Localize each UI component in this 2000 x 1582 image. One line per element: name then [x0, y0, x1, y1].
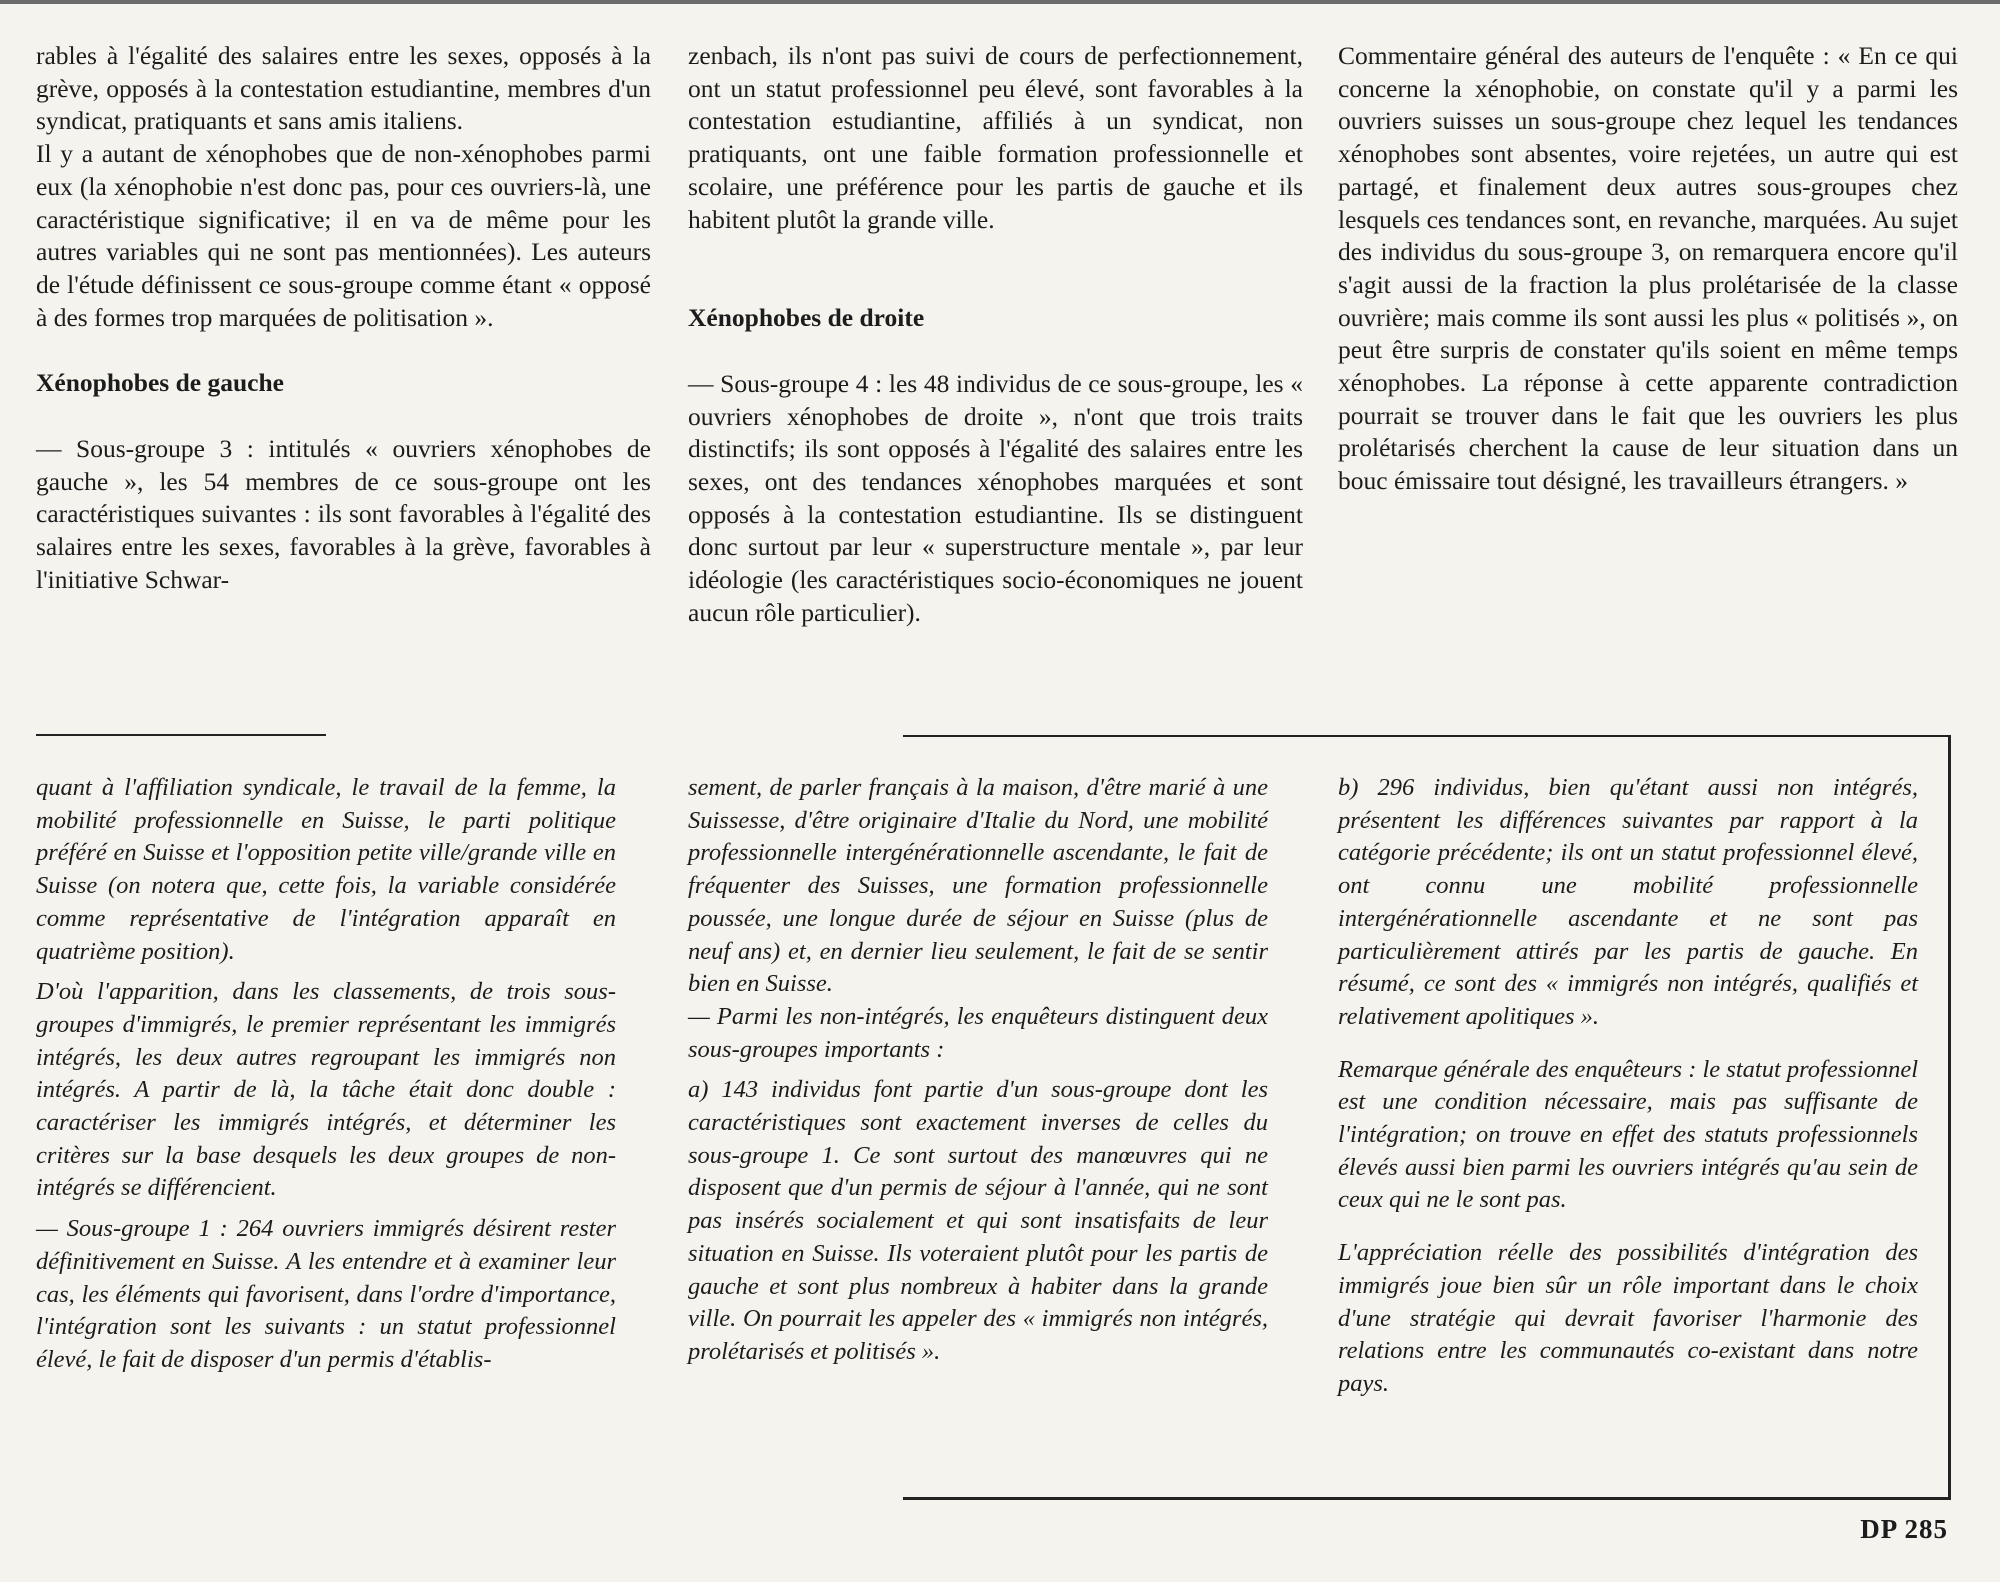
top-rule — [0, 0, 2000, 4]
paragraph: Remarque générale des enquêteurs : le statut professionnel est une condition nécessaire, mais pas suffisante de l'intégration; on trouve en effet des statuts professionnels élevés aussi bien parmi les ouvriers intégrés qu'au sein de ceux qui ne le sont pas. — [1338, 1055, 1918, 1214]
paragraph: D'où l'apparition, dans les classements, de trois sous-groupes d'immigrés, le premier représentant les immigrés intégrés, les deux autres regroupant les immigrés non intégrés. A partir de là, la tâche était donc double : caractériser les immigrés intégrés, et déterminer les critères sur la base desquels les deux groupes de non-intégrés se différencient. — [36, 978, 616, 1202]
paragraph: — Sous-groupe 3 : intitulés « ouvriers xénophobes de gauche », les 54 membres de ce sous-groupe ont les caractéristiques suivantes : ils sont favorables à l'égalité des salaires entre les sexes, favorables à la grève, favorables à l'initiative Schwar- — [36, 434, 651, 594]
paragraph: Commentaire général des auteurs de l'enquête : « En ce qui concerne la xénophobie, on constate qu'il y a parmi les ouvriers suisses un sous-groupe chez lequel les tendances xénophobes sont absentes, voire rejetées, un autre qui est partagé, et finalement deux autres sous-groupes chez lesquels ces tendances sont, en revanche, marquées. Au sujet des individus du sous-groupe 3, on remarquera encore qu'il s'agit aussi de la fraction la plus prolétarisée de la classe ouvrière; mais comme ils sont aussi les plus « politisés », on peut être surpris de constater qu'ils soient en même temps xénophobes. La réponse à cette apparente contradiction pourrait se trouver dans le fait que les ouvriers les plus prolétarisés cherchent la cause de leur situation dans un bouc émissaire tout désigné, les travailleurs étrangers. » — [1338, 41, 1958, 496]
paragraph: rables à l'égalité des salaires entre les sexes, opposés à la grève, opposés à la contestation estudiantine, membres d'un syndicat, pratiquants et sans amis italiens. — [36, 41, 651, 136]
upper-column-1 — [36, 40, 651, 597]
section-heading: Xénophobes de droite — [688, 303, 925, 333]
paragraph: sement, de parler français à la maison, d'être marié à une Suissesse, d'être originaire d'Italie du Nord, une mobilité professionnelle intergénérationnelle ascendante, le fait de fréquenter des Suisses, une formation professionnelle poussée, une longue durée de séjour en Suisse (plus de neuf ans) et, en dernier lieu seulement, le fait de se sentir bien en Suisse. — [688, 774, 1268, 998]
lower-column-3 — [1338, 772, 1918, 1401]
paragraph: — Sous-groupe 4 : les 48 individus de ce sous-groupe, les « ouvriers xénophobes de droite », n'ont que trois traits distinctifs; ils sont opposés à l'égalité des salaires entre les sexes, ont des tendances xénophobes marquées et sont opposés à la contestation estudiantine. Ils se distinguent donc surtout par leur « superstructure mentale », par leur idéologie (les caractéristiques socio-économiques ne jouent aucun rôle particulier). — [688, 368, 1303, 627]
section-heading: Xénophobes de gauche — [36, 368, 284, 398]
paragraph: zenbach, ils n'ont pas suivi de cours de perfectionnement, ont un statut professionnel peu élevé, sont favorables à la contestation estudiantine, affiliés à un syndicat, non pratiquants, ont une faible formation professionnelle et scolaire, une préférence pour les partis de gauche et ils habitent plutôt la grande ville. — [688, 41, 1303, 234]
paragraph: quant à l'affiliation syndicale, le travail de la femme, la mobilité professionnelle en Suisse, le parti politique préféré en Suisse et l'opposition petite ville/grande ville en Suisse (on notera que, cette fois, la variable considérée comme représentative de l'intégration apparaît en quatrième position). — [36, 774, 616, 965]
page-folio: DP 285 — [1860, 1514, 1948, 1544]
paragraph: b) 296 individus, bien qu'étant aussi non intégrés, présentent les différences suivantes par rapport à la catégorie précédente; ils ont un statut professionnel élevé, ont connu une mobilité professionnelle intergénérationnelle ascendante et ne sont pas particulièrement attirés par les partis de gauche. En résumé, ce sont des « immigrés non intégrés, qualifiés et relativement apolitiques ». — [1338, 774, 1918, 1030]
lower-column-2 — [688, 772, 1268, 1369]
paragraph: — Parmi les non-intégrés, les enquêteurs distinguent deux sous-groupes importants : — [688, 1002, 1268, 1063]
paragraph: — Sous-groupe 1 : 264 ouvriers immigrés désirent rester définitivement en Suisse. A les entendre et à examiner leur cas, les éléments qui favorisent, dans l'ordre d'importance, l'intégration sont les suivants : un statut professionnel élevé, le fait de disposer d'un permis d'établis- — [36, 1215, 616, 1373]
paragraph: a) 143 individus font partie d'un sous-groupe dont les caractéristiques sont exactement inverses de celles du sous-groupe 1. Ce sont surtout des manœuvres qui ne disposent que d'un permis de séjour à l'année, qui ne sont pas insérés socialement et qui sont insatisfaits de leur situation en Suisse. Ils voteraient plutôt pour les partis de gauche et sont plus nombreux à habiter dans la grande ville. On pourrait les appeler des « immigrés non intégrés, prolétarisés et politisés ». — [688, 1076, 1268, 1365]
lower-column-1 — [36, 772, 616, 1377]
upper-column-3 — [1338, 40, 1958, 498]
paragraph: L'appréciation réelle des possibilités d'intégration des immigrés joue bien sûr un rôle important dans le choix d'une stratégie qui devrait favoriser l'harmonie des relations entre les communautés co-existant dans notre pays. — [1338, 1239, 1918, 1397]
paragraph: Il y a autant de xénophobes que de non-xénophobes parmi eux (la xénophobie n'est donc pas, pour ces ouvriers-là, une caractéristique significative; il en va de même pour les autres variables qui ne sont pas mentionnées). Les auteurs de l'étude définissent ce sous-groupe comme étant « opposé à des formes trop marquées de politisation ». — [36, 139, 651, 332]
footnote-rule — [36, 734, 326, 736]
upper-column-2 — [688, 40, 1303, 630]
